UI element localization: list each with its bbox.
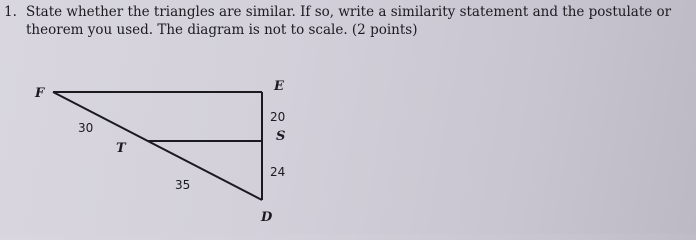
- vertex-e-label: E: [274, 79, 284, 94]
- vertex-s-label: S: [276, 129, 286, 144]
- segment-fd: [53, 92, 262, 200]
- length-td-label: 35: [175, 178, 191, 192]
- length-es-label: 20: [270, 110, 286, 124]
- vertex-d-label: D: [261, 210, 273, 225]
- question-line-1: State whether the triangles are similar. If so, write a similarity statement and the postulate or: [26, 4, 672, 20]
- vertex-t-label: T: [116, 141, 126, 156]
- length-sd-label: 24: [270, 165, 286, 179]
- vertex-f-label: F: [35, 86, 45, 101]
- length-ft-label: 30: [78, 121, 94, 135]
- question-line-2: theorem you used. The diagram is not to scale. (2 points): [26, 22, 418, 38]
- question-number: 1.: [4, 4, 17, 20]
